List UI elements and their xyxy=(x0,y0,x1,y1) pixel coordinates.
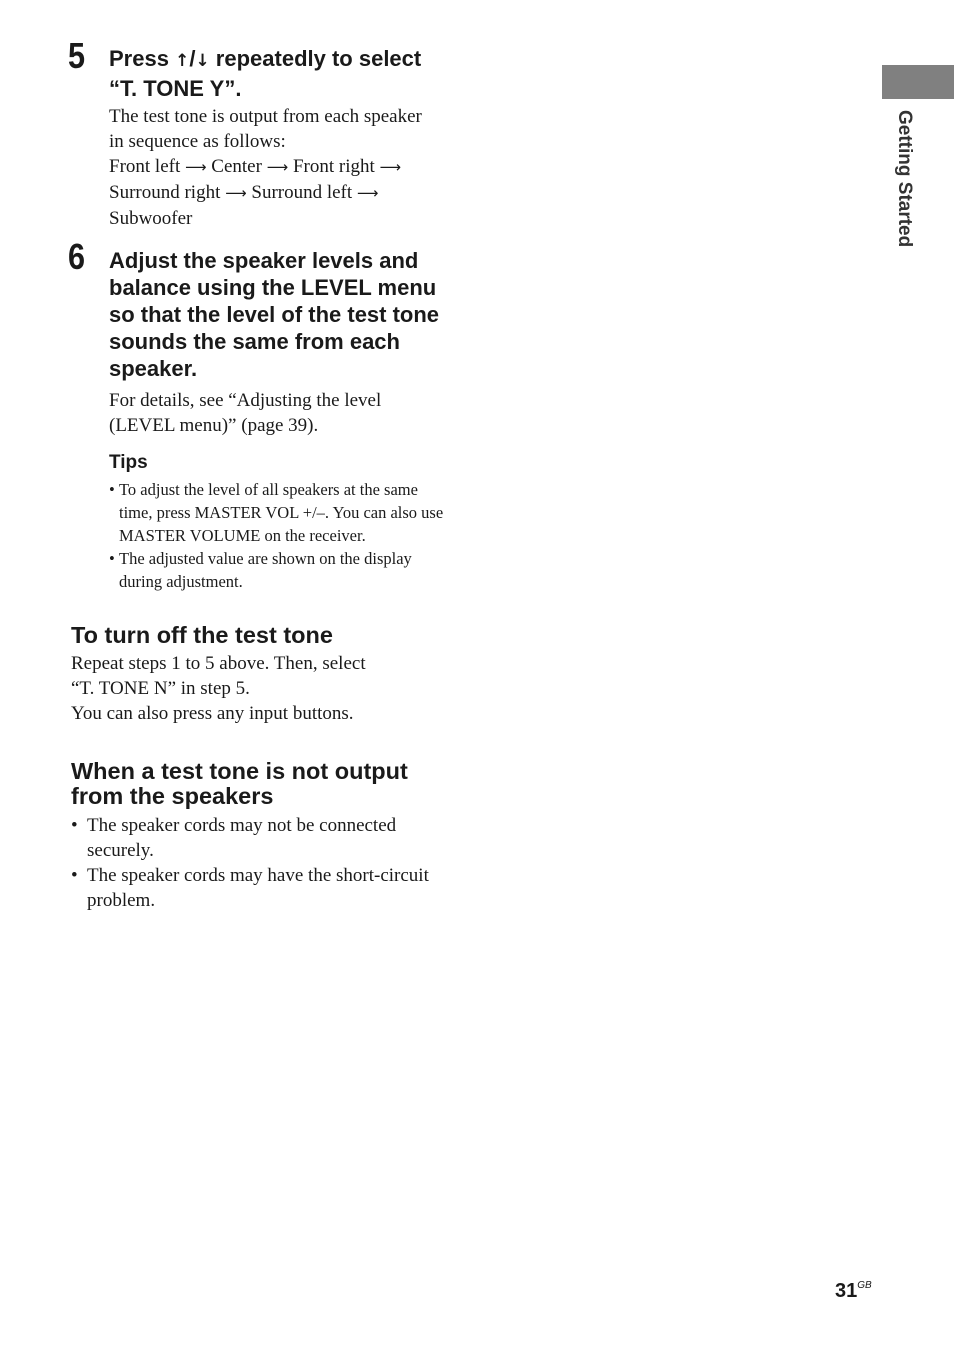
tip-item: • To adjust the level of all speakers at the same time, press MASTER VOL +/–. You can also use MASTER VOLUME on the receiver. xyxy=(109,478,454,547)
not-output-heading-line: from the speakers xyxy=(71,783,274,809)
turn-off-line: “T. TONE N” in step 5. xyxy=(71,678,250,699)
not-output-item: • The speaker cords may not be connected securely. xyxy=(71,813,461,863)
step-5-body-line1: The test tone is output from each speaker xyxy=(109,106,422,127)
up-arrow-icon: ↑ xyxy=(175,51,190,71)
step-6-heading-line: Adjust the speaker levels and xyxy=(109,248,419,273)
turn-off-line: You can also press any input buttons. xyxy=(71,703,354,724)
not-output-heading xyxy=(71,759,461,809)
step-5-heading-rest: repeatedly to select xyxy=(209,46,422,71)
tips-list xyxy=(109,478,454,593)
step-6-heading-line: balance using the LEVEL menu xyxy=(109,275,437,300)
step-5-body-line2: in sequence as follows: xyxy=(109,131,286,152)
section-tab-label: Getting Started xyxy=(894,110,915,248)
turn-off-heading: To turn off the test tone xyxy=(71,622,333,648)
sequence-surround-left: Surround left xyxy=(251,182,353,203)
step-5-body xyxy=(109,104,454,231)
step-number-5: 5 xyxy=(68,35,86,76)
right-arrow-icon: ⟶ xyxy=(356,184,379,202)
step-6-heading-line: speaker. xyxy=(109,356,198,381)
step-6-body-line: (LEVEL menu)” (page 39). xyxy=(109,415,319,436)
page-number xyxy=(835,1280,872,1303)
slash-separator: / xyxy=(189,46,196,71)
turn-off-line: Repeat steps 1 to 5 above. Then, select xyxy=(71,653,366,674)
sequence-subwoofer: Subwoofer xyxy=(109,208,193,229)
step-6-body-line: For details, see “Adjusting the level xyxy=(109,390,382,411)
not-output-list xyxy=(71,813,461,913)
speaker-sequence-line1 xyxy=(109,154,454,180)
tip-item: • The adjusted value are shown on the display during adjustment. xyxy=(109,547,454,593)
step-6-heading-line: sounds the same from each xyxy=(109,329,400,354)
down-arrow-icon: ↓ xyxy=(195,51,210,71)
page-number-suffix: GB xyxy=(857,1280,872,1291)
step-6-heading xyxy=(109,247,454,382)
step-6-heading-line: so that the level of the test tone xyxy=(109,302,440,327)
not-output-item: • The speaker cords may have the short-circuit problem. xyxy=(71,863,461,913)
right-arrow-icon: ⟶ xyxy=(185,158,207,176)
section-tab-marker xyxy=(882,65,954,99)
speaker-sequence-line2 xyxy=(109,180,454,206)
sequence-front-left: Front left xyxy=(109,156,181,177)
sequence-center: Center xyxy=(211,156,262,177)
turn-off-body xyxy=(71,651,461,726)
right-arrow-icon: ⟶ xyxy=(379,158,402,176)
right-arrow-icon: ⟶ xyxy=(225,184,247,202)
step-5-heading xyxy=(109,45,454,102)
step-5-heading-press: Press xyxy=(109,46,176,71)
step-6-body xyxy=(109,388,454,438)
tips-title: Tips xyxy=(109,452,148,473)
sequence-front-right: Front right xyxy=(292,156,375,177)
step-number-6: 6 xyxy=(68,236,86,277)
step-5-heading-line2: “T. TONE Y”. xyxy=(109,76,242,101)
page-number-value: 31 xyxy=(835,1280,858,1302)
right-arrow-icon: ⟶ xyxy=(266,158,289,176)
not-output-heading-line: When a test tone is not output xyxy=(71,758,408,784)
sequence-surround-right: Surround right xyxy=(109,182,221,203)
